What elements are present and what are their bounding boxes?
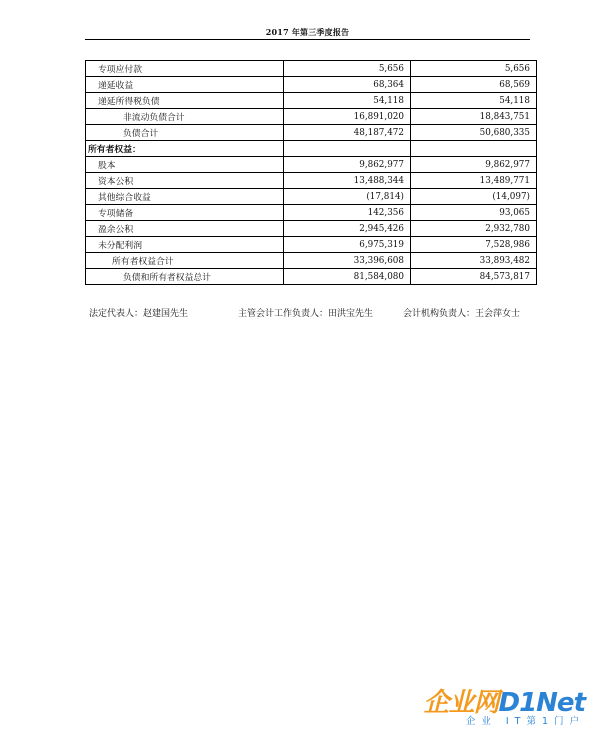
- row-label: 专项储备: [86, 205, 284, 221]
- row-label: 资本公积: [86, 173, 284, 189]
- d1net-logo: 企业网D1Net: [423, 688, 585, 718]
- d1net-watermark: [415, 682, 585, 732]
- period-end-value: 81,584,080: [284, 269, 411, 285]
- table-row: [86, 173, 537, 189]
- period-end-value: 54,118: [284, 93, 411, 109]
- year-start-value: 54,118: [411, 93, 537, 109]
- year-start-value: 9,862,977: [411, 157, 537, 173]
- row-label: 非流动负债合计: [86, 109, 284, 125]
- period-end-value: 48,187,472: [284, 125, 411, 141]
- accounting-head: 主管会计工作负责人：田洪宝先生: [238, 309, 374, 319]
- report-title: 2017 年第三季度报告: [265, 27, 350, 37]
- period-end-value: 2,945,426: [284, 221, 411, 237]
- year-start-value: 18,843,751: [411, 109, 537, 125]
- table-row: [86, 157, 537, 173]
- balance-sheet-table: [85, 60, 537, 285]
- year-start-value: 50,680,335: [411, 125, 537, 141]
- row-label: 盈余公积: [86, 221, 284, 237]
- table-row: [86, 269, 537, 285]
- year-start-value: [411, 141, 537, 157]
- period-end-value: 33,396,608: [284, 253, 411, 269]
- year-start-value: 13,489,771: [411, 173, 537, 189]
- header-divider: [85, 39, 530, 40]
- year-start-value: 84,573,817: [411, 269, 537, 285]
- year-start-value: 33,893,482: [411, 253, 537, 269]
- row-label: 负债和所有者权益总计: [86, 269, 284, 285]
- table-row: [86, 77, 537, 93]
- table-row: [86, 205, 537, 221]
- year-start-value: 7,528,986: [411, 237, 537, 253]
- row-label: 所有者权益：: [86, 141, 284, 157]
- period-end-value: 9,862,977: [284, 157, 411, 173]
- period-end-value: (17,814): [284, 189, 411, 205]
- period-end-value: 68,364: [284, 77, 411, 93]
- period-end-value: 5,656: [284, 61, 411, 77]
- table-row: [86, 141, 537, 157]
- table-row: [86, 221, 537, 237]
- table-row: [86, 61, 537, 77]
- year-start-value: 68,569: [411, 77, 537, 93]
- d1net-subtitle: 企业 IT第1门户: [465, 716, 585, 727]
- table-row: [86, 109, 537, 125]
- period-end-value: [284, 141, 411, 157]
- period-end-value: 13,488,344: [284, 173, 411, 189]
- table-row: [86, 189, 537, 205]
- year-start-value: (14,097): [411, 189, 537, 205]
- row-label: 其他综合收益: [86, 189, 284, 205]
- table-row: [86, 93, 537, 109]
- row-label: 所有者权益合计: [86, 253, 284, 269]
- accounting-org-head: 会计机构负责人：王会萍女士: [403, 309, 521, 319]
- year-start-value: 93,065: [411, 205, 537, 221]
- legal-representative: 法定代表人：赵建国先生: [89, 309, 189, 319]
- row-label: 股本: [86, 157, 284, 173]
- year-start-value: 2,932,780: [411, 221, 537, 237]
- table-row: [86, 237, 537, 253]
- period-end-value: 16,891,020: [284, 109, 411, 125]
- row-label: 专项应付款: [86, 61, 284, 77]
- row-label: 递延收益: [86, 77, 284, 93]
- year-start-value: 5,656: [411, 61, 537, 77]
- row-label: 未分配利润: [86, 237, 284, 253]
- table-row: [86, 125, 537, 141]
- row-label: 递延所得税负债: [86, 93, 284, 109]
- period-end-value: 6,975,319: [284, 237, 411, 253]
- row-label: 负债合计: [86, 125, 284, 141]
- table-row: [86, 253, 537, 269]
- period-end-value: 142,356: [284, 205, 411, 221]
